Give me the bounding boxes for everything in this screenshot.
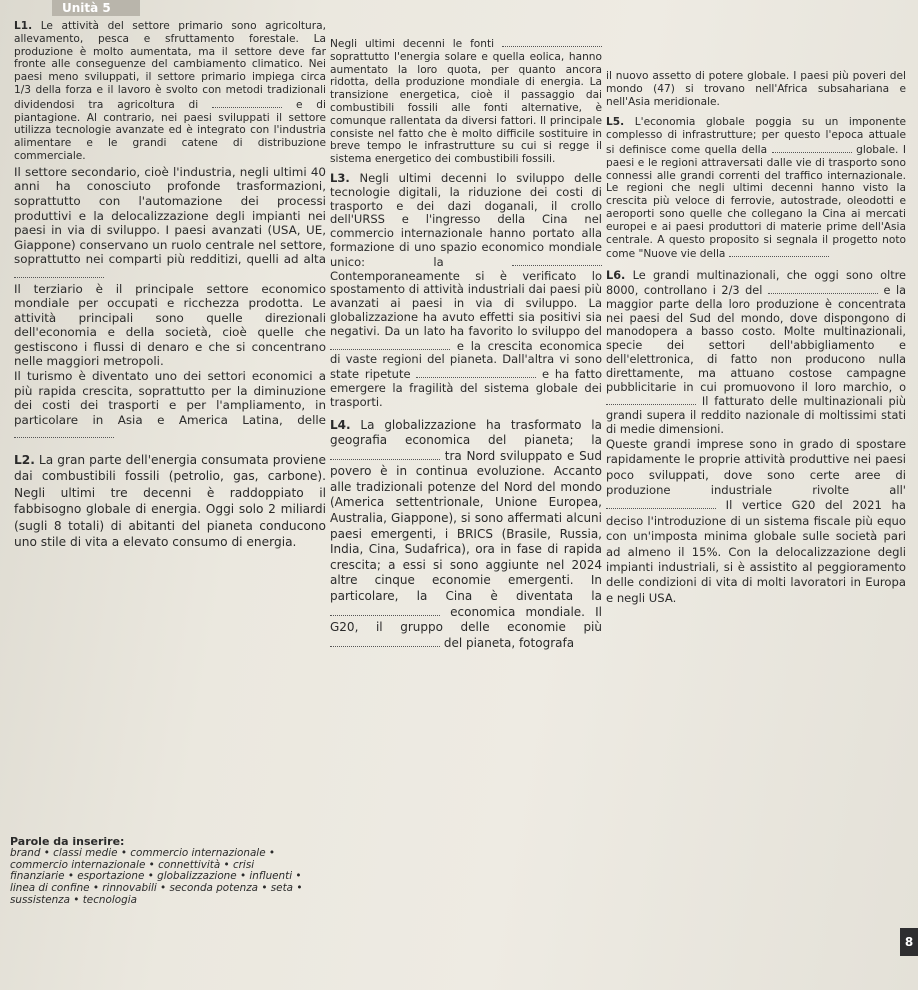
column-right <box>606 70 906 606</box>
text-run: L'economia globale poggia su un imponente complesso di infrastrutture; per questo l'epoca attuale si definisce come quella della <box>606 116 907 156</box>
unit-label: Unità 5 <box>52 0 140 16</box>
text-run: Queste grandi imprese sono in grado di spostare rapidamente le proprie attività produttive nei paesi poco sviluppati, dove sono certe aree di produzione industriale rivolte all' <box>606 436 906 497</box>
exercise-number: L4. <box>330 417 351 432</box>
fill-in-blank[interactable] <box>212 97 282 108</box>
fill-in-blank[interactable] <box>502 36 602 47</box>
paragraph-L6-continued <box>606 437 906 606</box>
fill-in-blank[interactable] <box>330 449 440 460</box>
fill-in-blank[interactable] <box>14 267 104 278</box>
fill-in-blank[interactable] <box>729 246 829 257</box>
exercise-number: L2. <box>14 453 35 468</box>
fill-in-blank[interactable] <box>606 498 716 509</box>
paragraph-L2 <box>14 452 326 550</box>
word-bank <box>10 836 310 907</box>
text-run: e la maggior parte della loro produzione è concentrata nei paesi del Sud del mondo, dove dispongono di manodopera a basso costo. Molte multinazionali, specie dei settori dell'abbigliamento e dell'elettronica, di fatto non producono nulla direttamente, ma attuano costose campagne pubblicitarie in cui promuovono il loro marchio, o <box>606 283 907 394</box>
text-run: Il fatturato delle multinazionali più grandi supera il reddito nazionale di moltissimi stati di medie dimensioni. <box>606 395 906 436</box>
text-run: La globalizzazione ha trasformato la geografia economica del pianeta; la <box>330 417 602 448</box>
fill-in-blank[interactable] <box>416 367 536 378</box>
fill-in-blank[interactable] <box>768 283 878 294</box>
fill-in-blank[interactable] <box>772 142 852 153</box>
text-run: Negli ultimi decenni lo sviluppo delle tecnologie digitali, la riduzione dei costi di trasporto e dei dazi doganali, il crollo dell'URSS e l'ingresso della Cina nel commercio internazionale hanno portato alla formazione di uno spazio economico mondiale unico: la <box>330 170 603 269</box>
fill-in-blank[interactable] <box>606 394 696 405</box>
paragraph-L1 <box>14 20 326 163</box>
text-run: Le attività del settore primario sono agricoltura, allevamento, pesca e sfruttamento forestale. La produzione è molto aumentata, ma il settore deve far fronte alle conseguenze del cambiamento climatico. Nei paesi meno sviluppati, il settore primario impiega circa 1/3 della forza e il lavoro è svolto con metodi tradizionali dividendosi tra agricoltura di <box>14 20 326 111</box>
paragraph-L5 <box>606 116 906 261</box>
text-run: Negli ultimi decenni le fonti <box>330 38 495 50</box>
page-number: 8 <box>900 928 918 956</box>
exercise-number: L1. <box>14 20 33 32</box>
text-run: Contemporaneamente si è verificato lo spostamento di attività industriali dai paesi più avanzati ai paesi in via di sviluppo. La globalizzazione ha avuto effetti sia positivi sia negativi. Da un lato ha favorito lo sviluppo del <box>330 268 602 338</box>
fill-in-blank[interactable] <box>512 255 602 266</box>
paragraph-L1-tourism <box>14 369 326 442</box>
text-run: Il turismo è diventato uno dei settori economici a più rapida crescita, soprattutto per la diminuzione dei costi dei trasporti e per l'ampliamento, in particolare in Asia e America Latina, delle <box>14 369 326 427</box>
text-run: economica mondiale. Il G20, il gruppo delle economie più <box>330 604 602 635</box>
exercise-number: L3. <box>330 170 350 185</box>
text-run: Il terziario è il principale settore economico mondiale per occupati e ricchezza prodotta. Le attività principali sono quelle direzionali dell'economia e della società, cioè quelle che gestiscono i flussi di denaro e che si concentrano nelle maggiori metropoli. <box>14 281 326 369</box>
fill-in-blank[interactable] <box>330 339 450 350</box>
text-run: globale. I paesi e le regioni attraversati dalle vie di trasporto sono connessi alle grandi correnti del traffico internazionale. <box>606 143 906 182</box>
exercise-number: L5. <box>606 116 625 129</box>
column-left <box>14 20 326 550</box>
paragraph-L4 <box>330 418 602 652</box>
text-run: La gran parte dell'energia consumata proviene dai combustibili fossili (petrolio, gas, carbone). Negli ultimi tre decenni è raddoppiato il fabbisogno globale di energia. Oggi solo 2 miliardi (sugli 8 totali) di abitanti del pianeta conducono uno stile di vita a elevato consumo di energia. <box>14 453 326 550</box>
text-run: In particolare, la Cina è diventata la <box>330 573 602 604</box>
fill-in-blank[interactable] <box>14 427 114 438</box>
paragraph-poor-countries <box>606 70 906 108</box>
text-run: Le grandi multinazionali, che oggi sono oltre 8000, controllano i 2/3 del <box>606 269 907 297</box>
word-bank-list: brand • classi medie • commercio internazionale • commercio internazionale • connettività • crisi finanziarie • esportazione • globalizzazione • influenti • linea di confine • rinnovabili • seconda potenza • seta • sussistenza • tecnologia <box>10 846 303 906</box>
text-run: e di piantagione. Al contrario, nei paesi sviluppati il settore utilizza tecnologie avanzate ed è integrato con l'industria alimentare e le grandi catene di distribuzione commerciale. <box>14 98 326 162</box>
text-run: soprattutto l'energia solare e quella eolica, hanno aumentato la loro quota, per quanto ancora ridotta, della produzione mondiale di energia. La transizione energetica, cioè il passaggio dai combustibili fossili alle fonti alternative, è comunque rallentata da diversi fattori. Il principale consiste nel fatto che è molto difficile sostituire in breve tempo le infrastrutture su cui si regge il sistema energetico dei combustibili fossili. <box>330 50 602 166</box>
fill-in-blank[interactable] <box>330 636 440 647</box>
text-run: del pianeta, fotografa <box>443 635 575 650</box>
text-run: e la crescita economica di vaste regioni del pianeta. Dall'altra vi sono state ripetute <box>330 338 603 382</box>
text-run: il nuovo assetto di potere globale. I paesi più poveri del mondo (47) si trovano nell'Africa subsahariana e nell'Asia meridionale. <box>606 70 906 108</box>
text-run: Il settore secondario, cioè l'industria, negli ultimi 40 anni ha conosciuto profonde trasformazioni, soprattutto con l'automazione dei processi produttivi e la delocalizzazione degli impianti nei paesi in via di sviluppo. I paesi avanzati (USA, UE, Giappone) conservano un ruolo centrale nel settore, soprattutto nei comparti più redditizi, quelli ad alta <box>14 164 326 267</box>
paragraph-L1-tertiary <box>14 282 326 370</box>
text-run: e ha fatto emergere la fragilità del sistema globale dei trasporti. <box>330 367 603 409</box>
fill-in-blank[interactable] <box>330 605 440 616</box>
text-run: Il vertice G20 del 2021 ha deciso l'introduzione di un sistema fiscale più equo con un'imposta minima globale sulle società pari ad almeno il 15%. Con la delocalizzazione degli impianti industriali, si è assistito al peggioramento delle condizioni di vita di molti lavoratori in Europa e negli USA. <box>606 498 906 605</box>
word-bank-title: Parole da inserire: <box>10 835 125 848</box>
column-middle <box>330 36 602 651</box>
paragraph-L1-secondary <box>14 165 326 282</box>
paragraph-L3 <box>330 172 602 410</box>
text-run: Le regioni che negli ultimi decenni hanno visto la crescita più veloce di ferrovie, autostrade, oleodotti e aeroporti sono quelle che collegano la Cina ai mercati europei e ai paesi produttori di materie prime dell'Asia centrale. A questo proposito si segnala il progetto noto come "Nuove vie della <box>606 182 906 261</box>
exercise-number: L6. <box>606 269 626 283</box>
paragraph-renewables <box>330 36 602 166</box>
paragraph-L6 <box>606 269 906 437</box>
text-run: tra Nord sviluppato e Sud povero è in continua evoluzione. Accanto alle tradizionali potenze del Nord del mondo (America settentrionale, Unione Europea, Australia, Giappone), si sono affermati alcuni paesi emergenti, i BRICS (Brasile, Russia, India, Cina, Sudafrica), ora in fase di rapida crescita; a essi si sono aggiunte nel 2024 altre cinque economie emergenti. <box>330 448 602 588</box>
